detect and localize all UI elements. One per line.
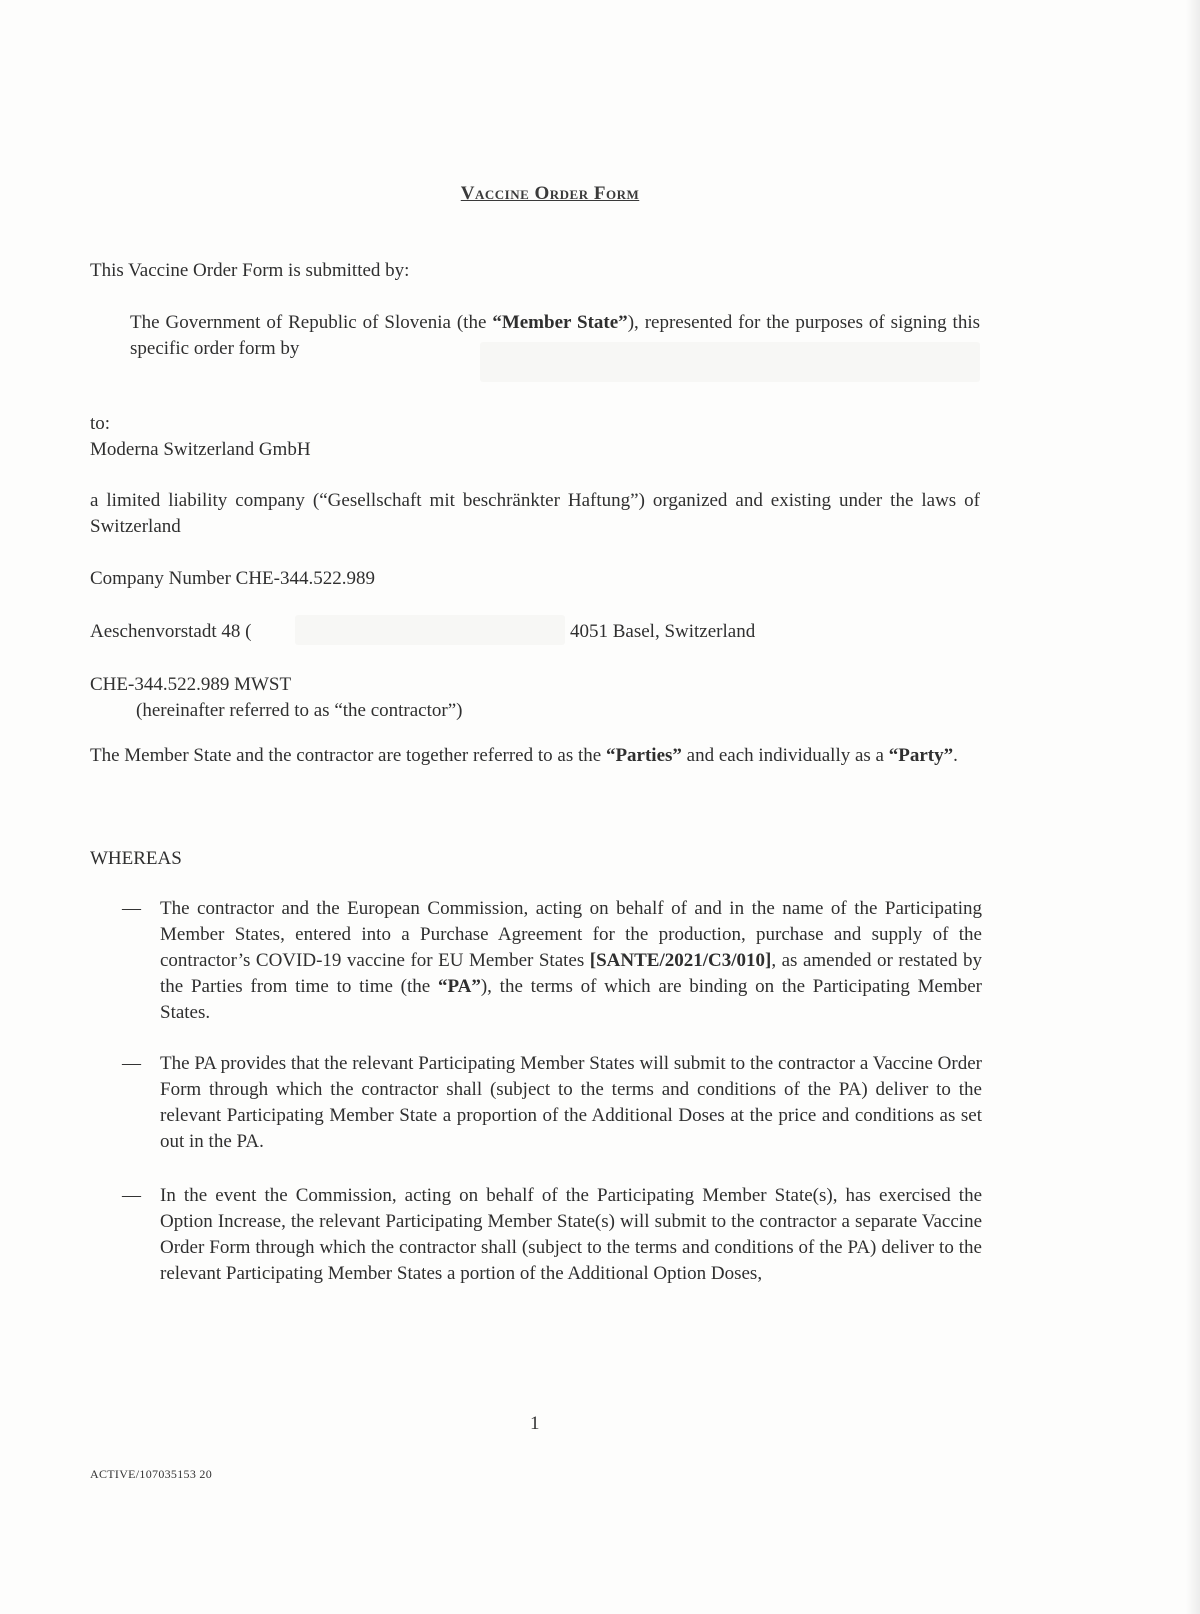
whereas-item-2	[122, 1051, 982, 1155]
address-city: 4051 Basel, Switzerland	[570, 621, 756, 642]
submitted-by-intro: This Vaccine Order Form is submitted by:	[90, 260, 410, 281]
parties-paragraph	[90, 743, 980, 769]
scan-edge-shadow	[1186, 0, 1200, 1614]
address-street: Aeschenvorstadt 48 (	[90, 621, 252, 642]
parties-term: “Parties”	[605, 745, 682, 766]
whereas-item-1	[122, 896, 982, 1026]
company-description: a limited liability company (“Gesellschaft mit beschränkter Haftung”) organized and existing under the laws of Switzerland	[90, 490, 980, 537]
party-term: “Party”	[888, 745, 954, 766]
footer-document-id: ACTIVE/107035153 20	[90, 1467, 213, 1481]
hereinafter-clause: (hereinafter referred to as “the contractor”)	[136, 700, 463, 721]
document-title: Vaccine Order Form	[460, 183, 640, 204]
vat-number: CHE-344.522.989 MWST	[90, 674, 292, 695]
parties-text-3: .	[953, 745, 958, 766]
company-number: Company Number CHE-344.522.989	[90, 568, 375, 589]
whereas-item-3	[122, 1183, 982, 1313]
bullet-dash: —	[122, 1053, 141, 1074]
member-state-text-2: ), represented for the purposes of signing this specific order form by	[130, 312, 980, 359]
parties-text-2: and each individually as a	[681, 745, 889, 766]
contractor-name: Moderna Switzerland GmbH	[90, 439, 311, 460]
redacted-address	[295, 615, 565, 645]
pa-term: “PA”	[437, 976, 481, 997]
redacted-signatory	[480, 342, 980, 382]
whereas-item-2-text: The PA provides that the relevant Participating Member States will submit to the contractor a Vaccine Order Form through which the contractor shall (subject to the terms and conditions of the PA) deliver to the relevant Participating Member State a proportion of the Additional Doses at the price and conditions as set out in the PA.	[160, 1053, 982, 1152]
whereas-1-text-1: The contractor and the European Commission, acting on behalf of and in the name of the Participating Member States, entered into a Purchase Agreement for the production, purchase and supply of the contractor’s COVID-19 vaccine for EU Member States	[160, 898, 982, 971]
bullet-dash: —	[122, 898, 141, 919]
member-state-text-1: The Government of Republic of Slovenia (the	[130, 312, 493, 333]
whereas-item-3-text: In the event the Commission, acting on behalf of the Participating Member State(s), has exercised the Option Increase, the relevant Participating Member State(s) will submit to the contractor a separate Vaccine Order Form through which the contractor shall (subject to the terms and conditions of the PA) deliver to the relevant Participating Member States a portion of the Additional Option Doses,	[160, 1185, 982, 1284]
whereas-1-text-2: , as amended or restated by the Parties from time to time (the	[160, 950, 983, 997]
agreement-reference: [SANTE/2021/C3/010]	[589, 950, 772, 971]
page-number: 1	[530, 1413, 540, 1434]
bullet-dash: —	[122, 1185, 141, 1206]
to-label: to:	[90, 413, 111, 434]
whereas-item-1-text	[160, 896, 982, 1026]
whereas-1-text-3: ), the terms of which are binding on the Participating Member States.	[160, 976, 982, 1023]
member-state-term: “Member State”	[492, 312, 628, 333]
parties-text-1: The Member State and the contractor are together referred to as the	[90, 745, 606, 766]
whereas-heading: WHEREAS	[90, 848, 182, 869]
